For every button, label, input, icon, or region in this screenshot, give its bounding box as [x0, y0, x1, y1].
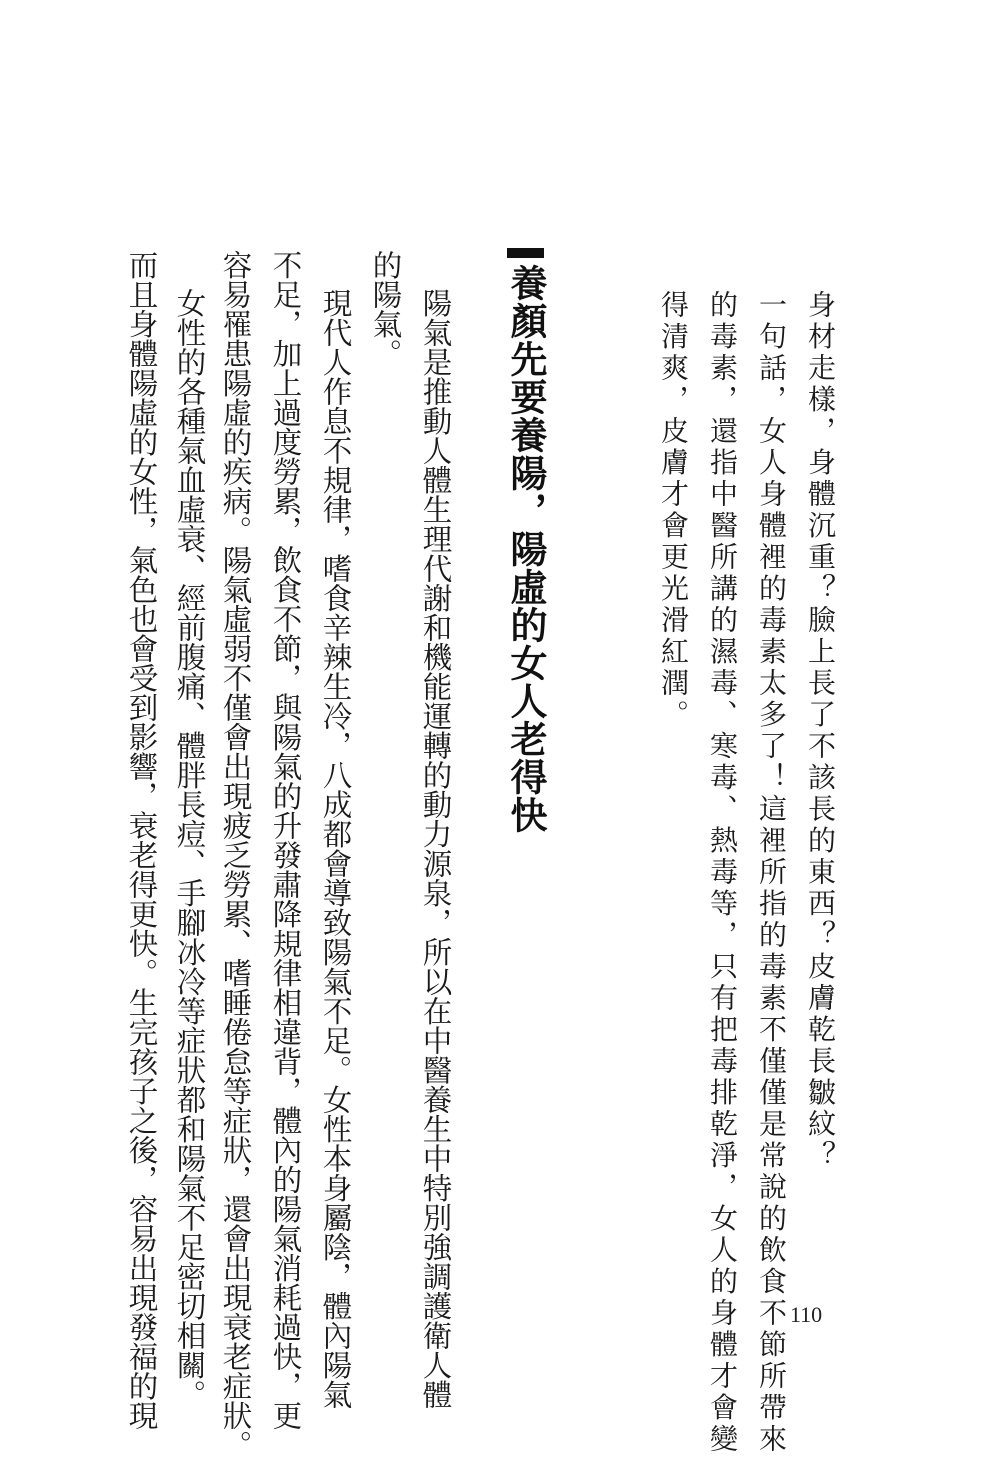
- body-line-2: 的陽氣。: [368, 250, 403, 368]
- body-line-5: 容易罹患陽虛的疾病。陽氣虛弱不僅會出現疲乏勞累、嗜睡倦怠等症狀，還會出現衰老症狀。: [218, 250, 253, 1460]
- intro-line-4: 得清爽，皮膚才會更光滑紅潤。: [657, 290, 690, 731]
- page-number: 110: [790, 1302, 823, 1327]
- body-line-6: 女性的各種氣血虛衰、經前腹痛、體胖長痘、手腳冰冷等症狀都和陽氣不足密切相關。: [172, 288, 207, 1409]
- body-line-1: 陽氣是推動人體生理代謝和機能運轉的動力源泉，所以在中醫養生中特別強調護衛人體: [418, 288, 453, 1409]
- intro-line-1: 身材走樣，身體沉重？臉上長了不該長的東西？皮膚乾長皺紋？: [804, 290, 837, 1172]
- body-line-7: 而且身體陽虛的女性，氣色也會受到影響，衰老得更快。生完孩子之後，容易出現發福的現: [124, 250, 159, 1430]
- intro-line-2: 一句話，女人身體裡的毒素太多了！這裡所指的毒素不僅僅是常說的飲食不節所帶來: [755, 290, 788, 1456]
- body-line-3: 現代人作息不規律，嗜食辛辣生冷，八成都會導致陽氣不足。女性本身屬陰，體內陽氣: [318, 288, 353, 1409]
- body-line-4: 不足，加上過度勞累，飲食不節，與陽氣的升發肅降規律相違背，體內的陽氣消耗過快，更: [268, 250, 303, 1430]
- section-heading: 養顏先要養陽，陽虛的女人老得快: [504, 264, 547, 834]
- intro-line-3: 的毒素，還指中醫所講的濕毒、寒毒、熱毒等，只有把毒排乾淨，女人的身體才會變: [706, 290, 739, 1456]
